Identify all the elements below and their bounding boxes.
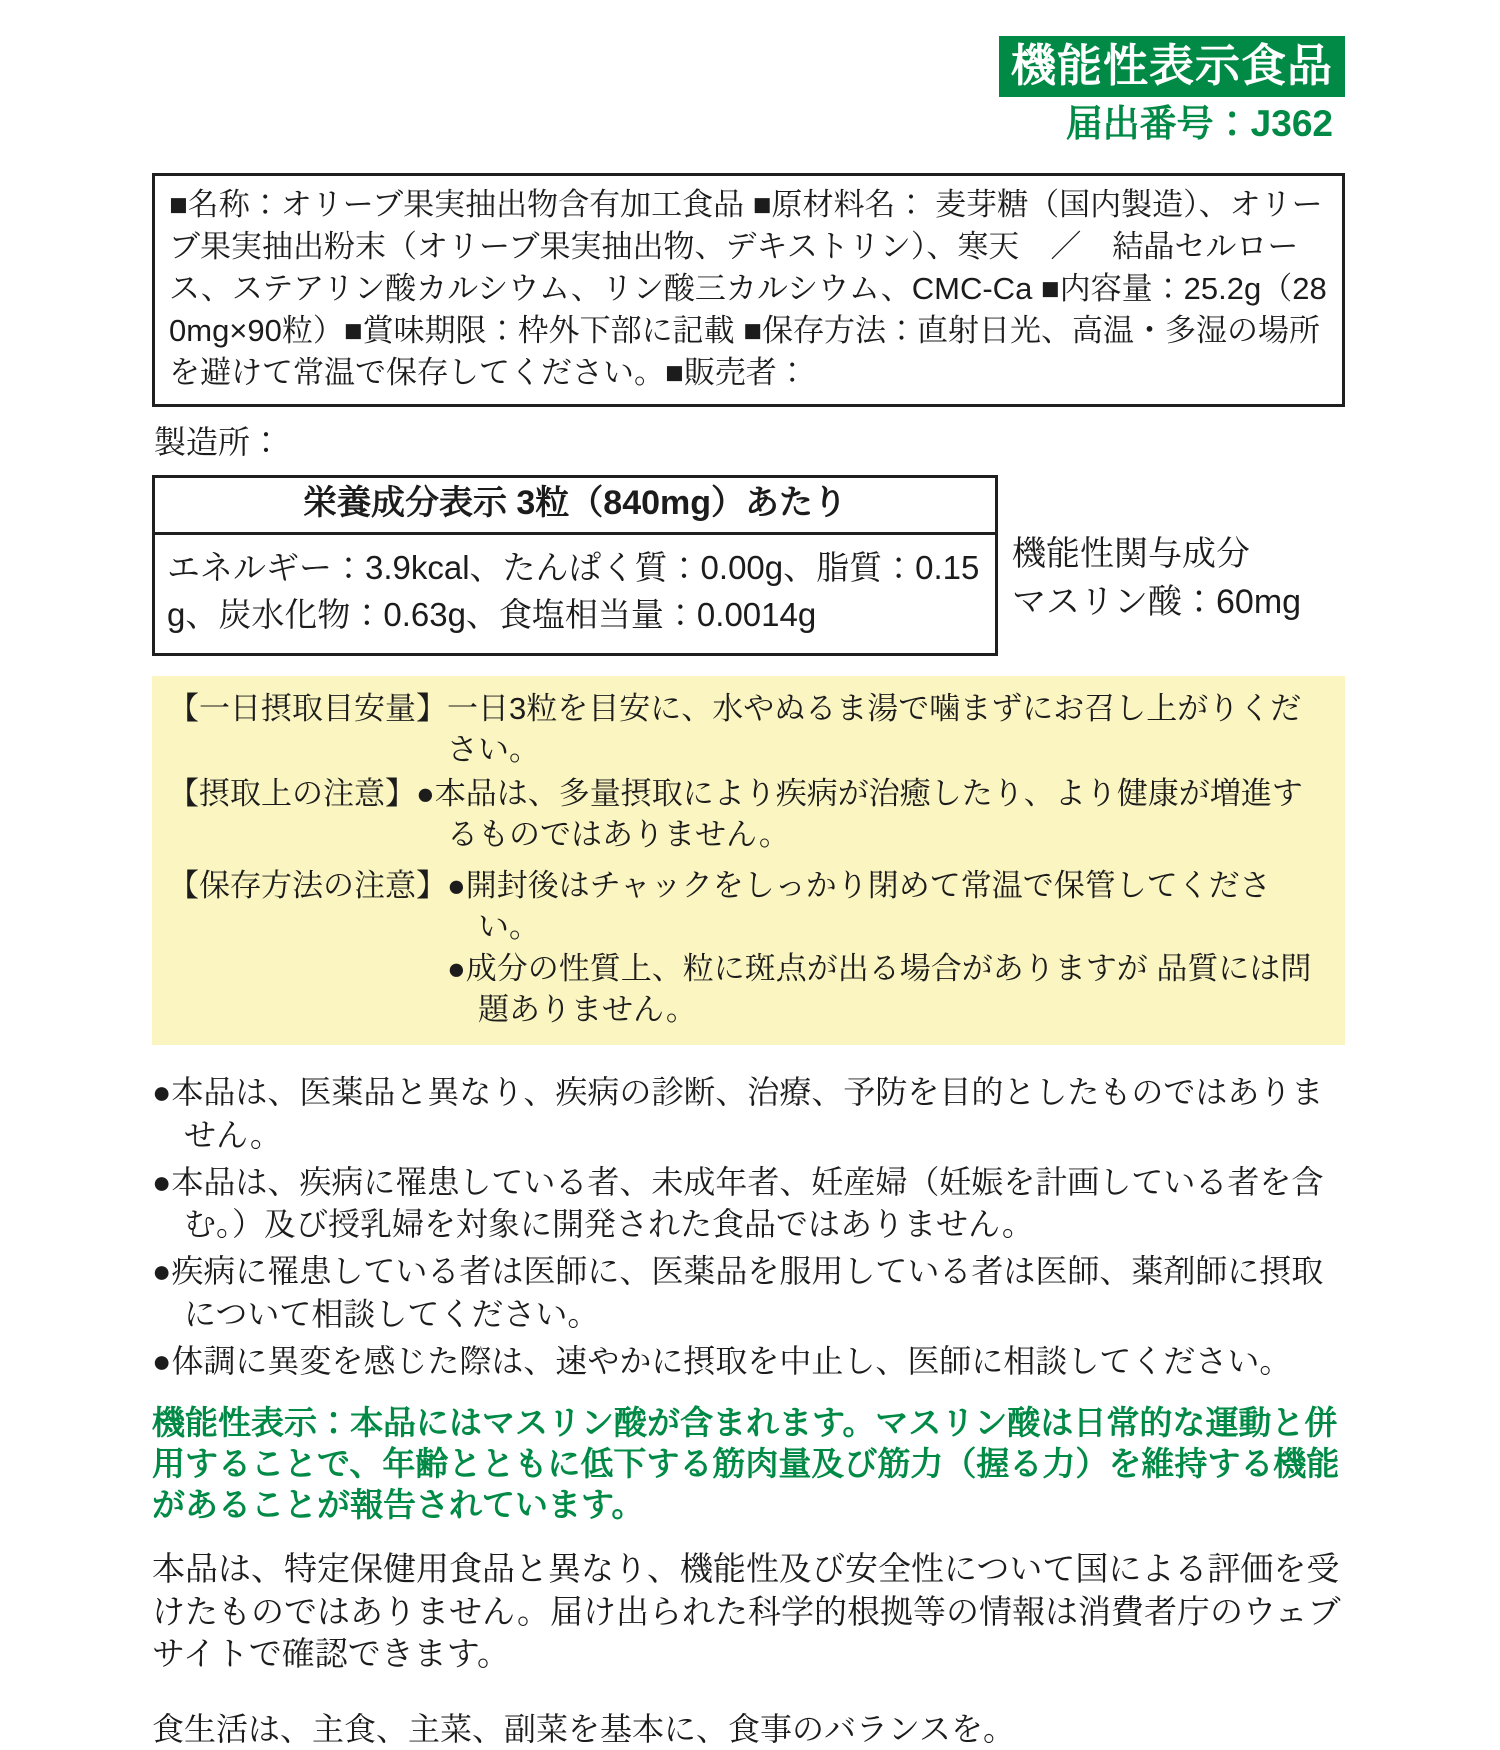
precaution-item: ●体調に異変を感じた際は、速やかに摂取を中止し、医師に相談してください。: [152, 1343, 1292, 1380]
function-claim-text: 機能性表示：本品にはマスリン酸が含まれます。マスリン酸は日常的な運動と併用することで、年齢とともに低下する筋肉量及び筋力（握る力）を維持する機能があることが報告されています。: [152, 1403, 1340, 1523]
functional-ingredient-value: マスリン酸：60mg: [1012, 583, 1302, 622]
storage-caution-label: 【保存方法の注意】: [168, 867, 447, 903]
intake-caution-item: ●本品は、多量摂取により疾病が治癒したり、より健康が増進するものではありません。: [416, 775, 1303, 853]
nutrition-facts-title: 栄養成分表示 3粒（840mg）あたり: [155, 478, 995, 534]
nutrition-facts-values: エネルギー：3.9kcal、たんぱく質：0.00g、脂質：0.15g、炭水化物：0.63g、食塩相当量：0.0014g: [167, 548, 980, 633]
daily-intake-row: [168, 688, 1329, 771]
storage-caution-item: ●成分の性質上、粒に斑点が出る場合がありますが 品質には問題ありません。: [447, 950, 1312, 1028]
nutrition-facts-box: [152, 475, 998, 655]
storage-caution-item: ●開封後はチャックをしっかり閉めて常温で保管してください。: [447, 867, 1271, 945]
intake-caution-items: [416, 773, 1329, 856]
diet-balance-message: 食生活は、主食、主菜、副菜を基本に、食事のバランスを。: [152, 1711, 1016, 1748]
precaution-list: [152, 1071, 1345, 1383]
manufacturer-line: 製造所：: [154, 424, 283, 461]
government-disclaimer-text: 本品は、特定保健用食品と異なり、機能性及び安全性について国による評価を受けたものではありません。届け出られた科学的根拠等の情報は消費者庁のウェブサイトで確認できます。: [152, 1549, 1341, 1673]
ffc-badge: 機能性表示食品: [999, 36, 1345, 97]
intake-caution-label: 【摂取上の注意】: [168, 775, 416, 811]
functional-ingredient-label: 機能性関与成分: [1012, 535, 1250, 574]
usage-caution-box: [152, 676, 1345, 1045]
daily-intake-label: 【一日摂取目安量】: [168, 690, 447, 726]
precaution-item: ●本品は、医薬品と異なり、疾病の診断、治療、予防を目的としたものではありません。: [152, 1073, 1324, 1153]
intake-caution-row: [168, 773, 1329, 856]
product-info-box: ■名称：オリーブ果実抽出物含有加工食品 ■原材料名： 麦芽糖（国内製造）、オリーブ果実抽出粉末（オリーブ果実抽出物、デキストリン）、寒天 ／ 結晶セルロース、ステアリン酸カルシウム、リン酸三カルシウム、CMC-Ca ■内容量：25.2g（280mg×90粒）■賞味期限：枠外下部に記載 ■保存方法：直射日光、高温・多湿の場所を避けて常温で保存してください。■販売者：: [152, 173, 1345, 408]
storage-caution-items: [447, 865, 1329, 1031]
nutrition-section: [152, 475, 1345, 655]
notification-number: 届出番号：J362: [1065, 103, 1333, 144]
daily-intake-text: 一日3粒を目安に、水やぬるま湯で噛まずにお召し上がりください。: [447, 690, 1302, 768]
header: [152, 36, 1345, 145]
precaution-item: ●本品は、疾病に罹患している者、未成年者、妊産婦（妊娠を計画している者を含む。）及び授乳婦を対象に開発された食品ではありません。: [152, 1163, 1324, 1243]
storage-caution-row: [168, 865, 1329, 1031]
functional-ingredient: [1012, 531, 1301, 626]
precaution-item: ●疾病に罹患している者は医師に、医薬品を服用している者は医師、薬剤師に摂取について相談してください。: [152, 1253, 1324, 1333]
